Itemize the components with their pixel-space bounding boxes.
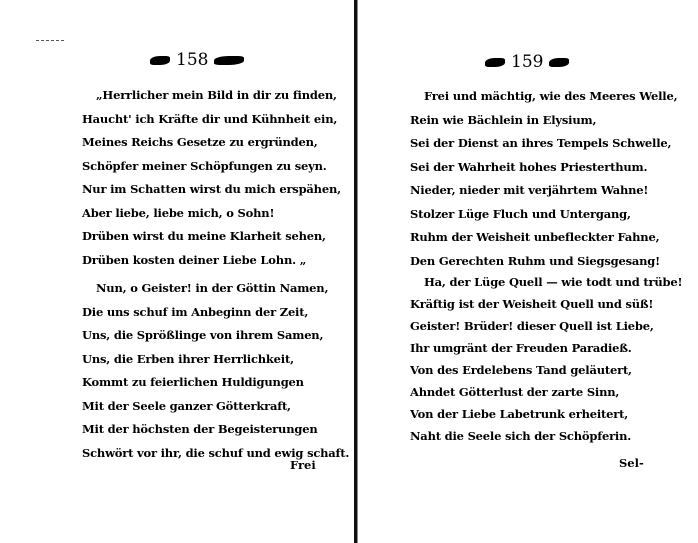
verse-line: Nun, o Geister! in der Göttin Namen, <box>96 281 329 295</box>
stanza <box>410 85 677 273</box>
catchword: Sel- <box>619 456 644 470</box>
verse-line: Drüben kosten deiner Liebe Lohn. „ <box>82 252 307 267</box>
verse-line: Mit der höchsten der Begeisterungen <box>82 422 318 436</box>
verse-line: Kräftig ist der Weisheit Quell und süß! <box>410 297 654 311</box>
verse-line: Ahndet Götterlust der zarte Sinn, <box>410 385 620 399</box>
catchword: Frei <box>290 458 316 472</box>
ornament-icon <box>150 56 170 65</box>
verse-line: Drüben wirst du meine Klarheit sehen, <box>82 229 326 243</box>
verse-line: Ruhm der Weisheit unbefleckter Fahne, <box>410 230 660 244</box>
verse-line: Sei der Wahrheit hohes Priesterthum. <box>410 159 648 174</box>
verse-line: Frei und mächtig, wie des Meeres Welle, <box>424 89 678 103</box>
verse-line: Die uns schuf im Anbeginn der Zeit, <box>82 304 309 319</box>
verse-line: Nieder, nieder mit verjährtem Wahne! <box>410 183 649 197</box>
verse-line: Uns, die Erben ihrer Herrlichkeit, <box>82 351 294 366</box>
verse-line: Mit der Seele ganzer Götterkraft, <box>82 398 291 413</box>
right-page <box>357 0 698 543</box>
ornament-icon <box>485 58 505 67</box>
verse-line: „Herrlicher mein Bild in dir zu finden, <box>96 88 337 102</box>
verse-line: Schwört vor ihr, die schuf und ewig schaft. <box>82 445 350 460</box>
verse-line: Haucht' ich Kräfte dir und Kühnheit ein, <box>82 111 338 126</box>
verse-line: Schöpfer meiner Schöpfungen zu seyn. <box>82 158 327 173</box>
page-header <box>150 50 244 70</box>
verse-line: Ha, der Lüge Quell — wie todt und trübe! <box>424 275 683 289</box>
verse-line: Von der Liebe Labetrunk erheitert, <box>410 407 629 421</box>
verse-line: Meines Reichs Gesetze zu ergründen, <box>82 135 318 149</box>
stanza <box>410 271 682 447</box>
ornament-icon <box>214 56 244 65</box>
verse-line: Geister! Brüder! dieser Quell ist Liebe, <box>410 319 654 333</box>
verse-line: Uns, die Sprößlinge von ihrem Samen, <box>82 328 324 342</box>
verse-line: Von des Erdelebens Tand geläutert, <box>410 363 632 377</box>
verse-line: Stolzer Lüge Fluch und Untergang, <box>410 206 631 221</box>
stanza <box>82 84 341 272</box>
verse-line: Ihr umgränt der Freuden Paradieß. <box>410 341 632 355</box>
verse-line: Nur im Schatten wirst du mich erspähen, <box>82 182 341 196</box>
page-header <box>485 52 569 72</box>
ornament-icon <box>549 58 569 67</box>
stanza <box>82 277 349 465</box>
verse-line: Naht die Seele sich der Schöpferin. <box>410 429 632 443</box>
verse-line: Kommt zu feierlichen Huldigungen <box>82 375 304 389</box>
verse-line: Aber liebe, liebe mich, o Sohn! <box>82 205 275 220</box>
verse-line: Rein wie Bächlein in Elysium, <box>410 112 597 127</box>
verse-line: Den Gerechten Ruhm und Siegsgesang! <box>410 253 660 268</box>
verse-line: Sei der Dienst an ihres Tempels Schwelle, <box>410 136 672 150</box>
page-number: 158 <box>176 50 209 70</box>
page-number: 159 <box>511 52 544 72</box>
